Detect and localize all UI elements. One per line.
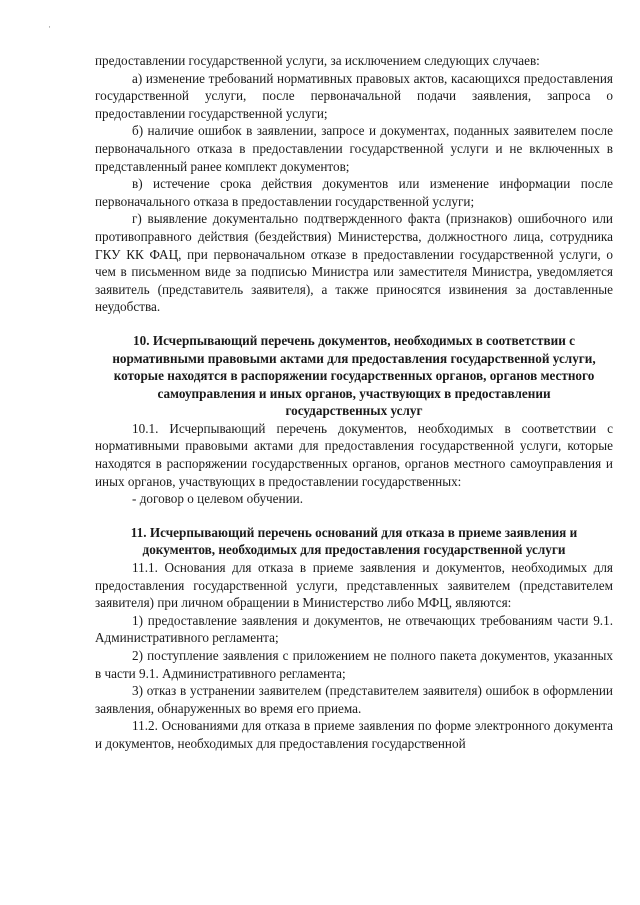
exception-d: г) выявление документально подтвержденного факта (признаков) ошибочного или противоправного действия (бездействия) Министерства, должностного лица, сотрудника ГКУ КК ФАЦ, при первоначальном отказе в предоставлении государственной услуги, о чем в письменном виде за подписью Министра или заместителя Министра, уведомляется заявитель (представитель заявителя), а также приносятся извинения за доставленные неудобства. (95, 211, 613, 315)
document-page (95, 52, 613, 753)
exception-b: б) наличие ошибок в заявлении, запросе и документах, поданных заявителем после первоначального отказа в предоставлении государственной услуги и не включенных в представленный ранее комплект документов; (95, 123, 613, 174)
section-11-paragraph-1: 11.1. Основания для отказа в приеме заявления и документов, необходимых для предоставления государственной услуги, представленных заявителем (представителем заявителя) при личном обращении в Министерство либо МФЦ, являются: (95, 560, 613, 611)
section-11-heading: 11. Исчерпывающий перечень оснований для отказа в приеме заявления и документов, необходимых для предоставления государственной услуги (130, 524, 578, 558)
section-11-item-2: 2) поступление заявления с приложением не полного пакета документов, указанных в части 9.1. Административного регламента; (95, 648, 613, 681)
section-11-paragraph-2: 11.2. Основаниями для отказа в приеме заявления по форме электронного документа и документов, необходимых для предоставления государственной (95, 718, 613, 751)
scan-artifact: · (48, 22, 51, 32)
section-11-item-1: 1) предоставление заявления и документов, не отвечающих требованиям части 9.1. Административного регламента; (95, 612, 613, 646)
section-10-paragraph-2: - договор о целевом обучении. (132, 491, 303, 507)
exception-a: а) изменение требований нормативных правовых актов, касающихся предоставления государственной услуги, после первоначальной подачи заявления, запроса о предоставлении государственной услуги; (95, 70, 613, 121)
intro-line: предоставлении государственной услуги, за исключением следующих случаев: (95, 53, 540, 68)
section-10-heading: 10. Исчерпывающий перечень документов, необходимых в соответствии с нормативными правовыми актами для предоставления государственной услуги, которые находятся в распоряжении государственных органов, органов местного самоуправления и иных органов, участвующих в предоставлении государственных услуг (112, 332, 596, 419)
section-10-paragraph-1: 10.1. Исчерпывающий перечень документов, необходимых в соответствии с нормативными правовыми актами для предоставления государственной услуги, которые находятся в распоряжении государственных органов, органов местного самоуправления и иных органов, участвующих в предоставлении государственных: (95, 420, 613, 489)
section-11-item-3: 3) отказ в устранении заявителем (представителем заявителя) ошибок в оформлении заявления, обнаруженных во время его приема. (95, 683, 613, 716)
exception-c: в) истечение срока действия документов или изменение информации после первоначального отказа в предоставлении государственной услуги; (95, 176, 613, 209)
